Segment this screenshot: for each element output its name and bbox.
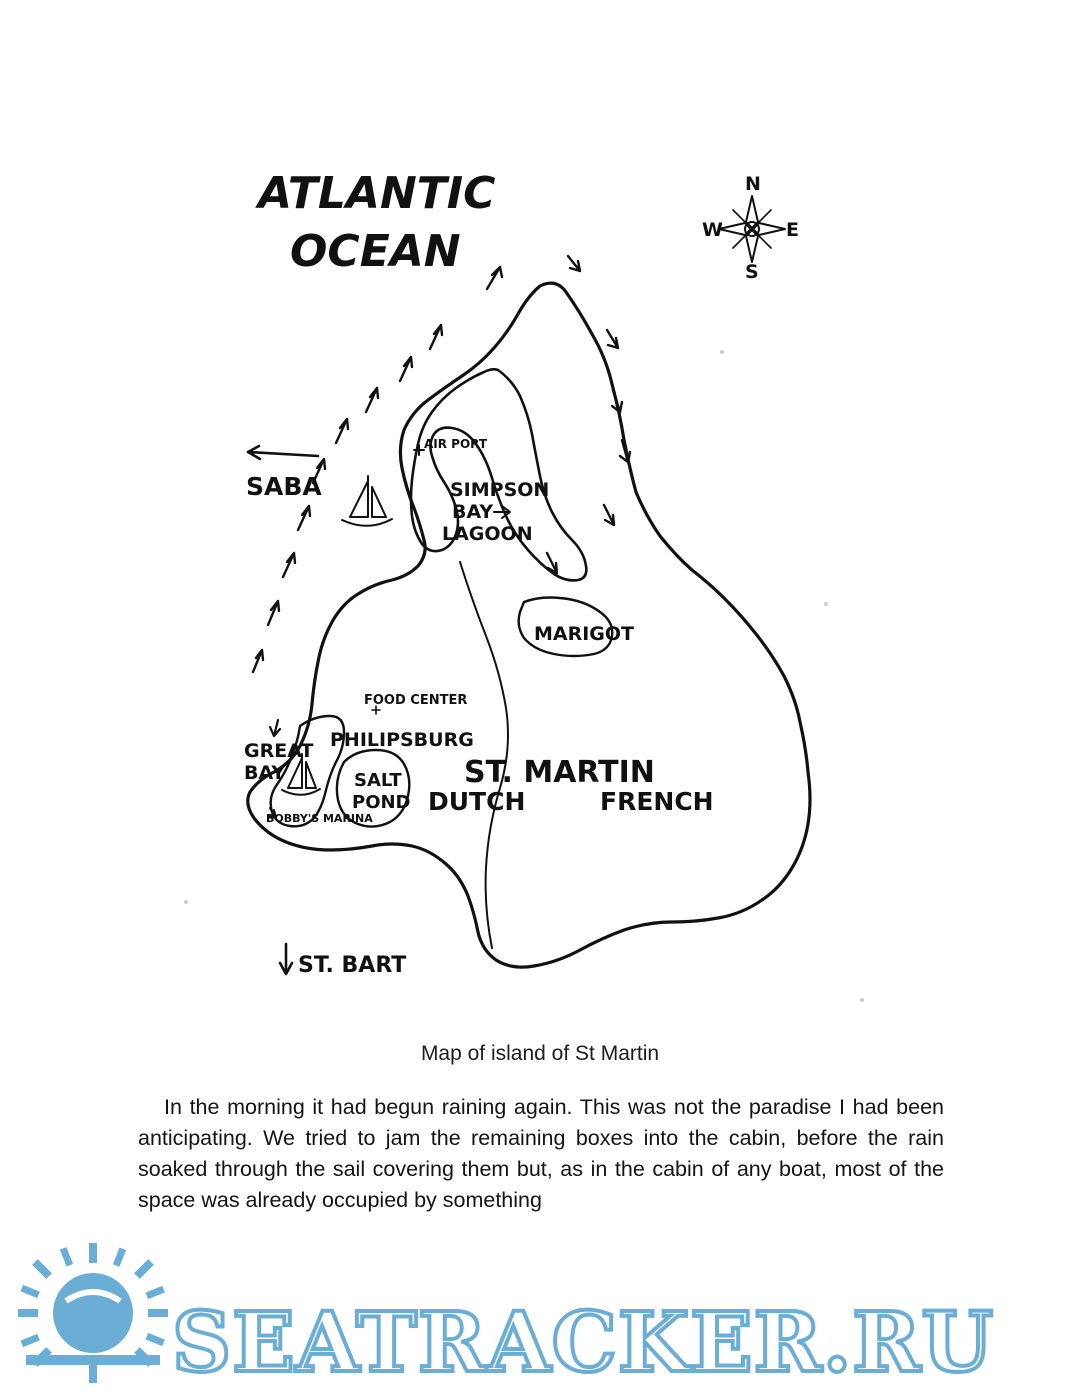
- marigot-bay: [519, 598, 634, 657]
- island-outline: [248, 283, 810, 967]
- body-paragraph: In the morning it had begun raining again. This was not the paradise I had been anticipating. We tried to jam the remaining boxes into the cabin, before the rain soaked through the sail covering them but, as in the cabin of any boat, most of the space was already occupied by something: [138, 1095, 944, 1212]
- food-center-label: FOOD CENTER: [364, 693, 468, 708]
- sun-icon: [18, 1243, 168, 1393]
- simpson-label-line3: LAGOON: [442, 523, 533, 545]
- saba-label: SABA: [246, 472, 322, 501]
- marigot-label: MARIGOT: [534, 623, 635, 645]
- simpson-bay-lagoon-outline: [411, 369, 586, 580]
- island-name-label: ST. MARTIN: [464, 755, 655, 790]
- airport-marker: [414, 437, 488, 455]
- compass-north-label: N: [745, 173, 761, 195]
- dutch-label: DUTCH: [428, 787, 526, 816]
- compass-east-label: E: [786, 219, 799, 241]
- body-text: [138, 1092, 944, 1216]
- salt-pond-label-line2: POND: [352, 792, 411, 813]
- bobbys-marina-label: BOBBY'S MARINA: [266, 812, 373, 825]
- ocean-label: [255, 168, 495, 277]
- watermark-label: SEATRACKER.RU: [172, 1295, 995, 1391]
- simpson-label-line2: BAY: [452, 501, 494, 523]
- ocean-label-line1: ATLANTIC: [258, 168, 496, 219]
- current-arrows-left: [253, 267, 502, 672]
- sailboat-icon-ocean: [342, 476, 392, 526]
- island-name-group: [428, 755, 714, 816]
- food-center-marker: [364, 693, 467, 714]
- philipsburg-label: PHILIPSBURG: [330, 729, 474, 751]
- watermark: [0, 1237, 1080, 1397]
- great-bay-label-line2: BAY: [244, 762, 286, 784]
- airport-label-line1: AIR PORT: [424, 437, 488, 451]
- simpson-bay-lagoon-label: [442, 479, 549, 545]
- compass-rose: [702, 173, 799, 283]
- paper-speckles: [184, 350, 864, 1002]
- french-label: FRENCH: [600, 787, 714, 816]
- salt-pond-label-line1: SALT: [354, 770, 402, 791]
- compass-west-label: W: [702, 219, 723, 241]
- st-bart-marker: [280, 944, 406, 978]
- st-bart-label: ST. BART: [298, 953, 407, 978]
- figure-caption: Map of island of St Martin: [420, 1042, 660, 1065]
- great-bay-label-line1: GREAT: [244, 740, 314, 762]
- saba-marker: [246, 446, 322, 501]
- simpson-label-line1: SIMPSON: [450, 479, 550, 501]
- ocean-label-line2: OCEAN: [290, 226, 461, 277]
- great-bay-marker: [244, 720, 320, 795]
- compass-south-label: S: [745, 261, 759, 283]
